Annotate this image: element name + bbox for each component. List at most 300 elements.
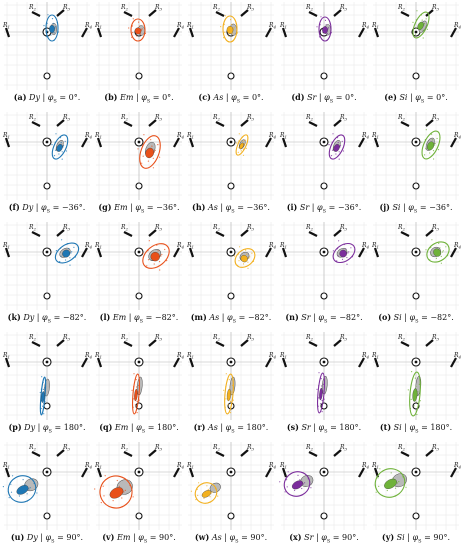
estimate-point (323, 35, 324, 36)
estimate-point (338, 142, 339, 143)
species-label: Si (399, 93, 408, 102)
source-icon (136, 293, 142, 299)
reflector-2 (401, 452, 409, 456)
estimate-point (203, 498, 204, 499)
angle-value: −82°. (430, 313, 454, 322)
estimate-point (411, 371, 412, 372)
angle-value: 0°. (68, 93, 81, 102)
source-icon (321, 513, 327, 519)
reflector-label-1: $R_1$ (95, 462, 103, 470)
reflector-label-3: $R_3$ (247, 4, 255, 12)
estimate-point (159, 261, 160, 262)
estimate-point (301, 488, 302, 489)
reflector-4 (266, 248, 271, 257)
reflector-label-4: $R_4$ (454, 22, 461, 30)
subfigure-panel (2, 440, 92, 550)
phi-symbol: φ (318, 313, 324, 322)
panel-tag: (y) (381, 532, 395, 542)
reflector-label-4: $R_4$ (362, 242, 369, 250)
room-plot (186, 110, 276, 202)
estimate-point (119, 486, 120, 487)
phi-symbol: φ (412, 533, 419, 542)
source-icon (228, 513, 234, 519)
reflector-2 (216, 452, 224, 456)
estimate-point (51, 144, 52, 145)
estimate-point (310, 487, 311, 488)
estimate-point (149, 240, 150, 241)
estimate-point (436, 258, 437, 259)
subfigure-panel (94, 220, 184, 330)
reflector-label-2: $R_2$ (306, 444, 314, 452)
estimate-point (339, 159, 340, 160)
phi-symbol: φ (42, 313, 48, 322)
estimate-point (398, 481, 399, 482)
estimate-point (69, 257, 70, 258)
subfigure-panel (279, 330, 369, 440)
estimate-core (319, 388, 323, 400)
estimate-point (40, 392, 41, 393)
species-label: As (208, 423, 218, 432)
room-plot (279, 440, 369, 532)
estimate-point (328, 144, 329, 145)
estimate-point (379, 468, 380, 469)
angle-value: 180°. (430, 423, 453, 432)
phi-symbol: φ (42, 423, 49, 432)
estimate-point (417, 391, 418, 392)
microphone-array-center (46, 141, 49, 144)
estimate-point (10, 484, 11, 485)
estimate-point (328, 27, 329, 28)
reflector-4 (82, 138, 87, 147)
subfigure-panel (2, 0, 92, 110)
panel-tag: (j) (379, 202, 390, 212)
estimate-point (41, 376, 42, 377)
estimate-point (238, 152, 239, 153)
estimate-point (43, 389, 44, 390)
panel-caption: (y) Si | $\varphi_S = 90^\circ$. (381, 532, 451, 545)
angle-value: −82°. (339, 313, 363, 322)
estimate-point (438, 149, 439, 150)
reflector-label-4: $R_4$ (454, 352, 461, 360)
estimate-point (224, 32, 225, 33)
phi-symbol: φ (231, 93, 237, 102)
estimate-point (342, 259, 343, 260)
estimate-point (56, 250, 57, 251)
estimate-point (247, 262, 248, 263)
estimate-point (391, 472, 392, 473)
estimate-core (135, 28, 141, 35)
phi-symbol: φ (41, 203, 47, 212)
reflector-label-3: $R_3$ (432, 334, 440, 342)
estimate-point (53, 23, 54, 24)
room-plot (186, 0, 276, 92)
room-plot (94, 440, 184, 532)
estimate-point (65, 259, 66, 260)
angle-value: −82°. (62, 313, 87, 322)
estimate-point (153, 167, 154, 168)
reflector-4 (174, 138, 179, 147)
estimate-point (66, 150, 67, 151)
reflector-4 (451, 468, 456, 477)
estimate-point (316, 26, 317, 27)
panel-tag: (v) (102, 532, 115, 542)
estimate-point (133, 398, 134, 399)
reflector-label-2: $R_2$ (29, 114, 37, 122)
estimate-point (411, 399, 412, 400)
panel-caption: (i) Sr | $\varphi_S = -36^\circ$. (286, 202, 362, 215)
estimate-point (234, 255, 235, 256)
estimate-point (223, 390, 224, 391)
room-plot (94, 330, 184, 422)
reflector-label-3: $R_3$ (63, 114, 71, 122)
reflector-label-1: $R_1$ (3, 22, 11, 30)
source-icon (413, 293, 419, 299)
room-plot (2, 110, 92, 202)
estimate-point (320, 31, 321, 32)
room-plot (2, 330, 92, 422)
estimate-point (136, 35, 137, 36)
room-plot (279, 0, 369, 92)
estimate-point (429, 152, 430, 153)
estimate-point (55, 150, 56, 151)
estimate-point (245, 250, 246, 251)
microphone-array-center (138, 471, 141, 474)
estimate-point (101, 502, 102, 503)
reflector-label-1: $R_1$ (372, 22, 380, 30)
source-icon (228, 293, 234, 299)
estimate-point (247, 268, 248, 269)
species-label: Dy (29, 93, 40, 102)
estimate-point (65, 141, 66, 142)
estimate-point (27, 493, 28, 494)
reflector-label-2: $R_2$ (398, 334, 406, 342)
estimate-point (320, 16, 321, 17)
estimate-point (23, 479, 24, 480)
source-icon (44, 403, 50, 409)
room-plot (94, 110, 184, 202)
estimate-point (347, 252, 348, 253)
estimate-point (339, 151, 340, 152)
room-plot (371, 440, 461, 532)
estimate-point (438, 243, 439, 244)
species-label: Sr (304, 533, 314, 542)
panel-tag: (r) (193, 422, 206, 432)
reflector-4 (266, 138, 271, 147)
reflector-label-3: $R_3$ (340, 224, 348, 232)
species-label: As (209, 313, 220, 322)
subfigure-panel (186, 440, 276, 550)
estimate-point (121, 497, 122, 498)
estimate-point (197, 495, 198, 496)
reflector-2 (32, 122, 40, 126)
estimate-point (445, 246, 446, 247)
species-label: Dy (22, 203, 34, 212)
estimate-point (241, 150, 242, 151)
microphone-array-center (46, 471, 49, 474)
estimate-point (30, 487, 31, 488)
reflector-label-4: $R_4$ (177, 22, 184, 30)
estimate-point (164, 249, 165, 250)
panel-caption: (p) Dy | $\varphi_S = 180^\circ$. (8, 422, 86, 435)
source-icon (136, 73, 142, 79)
panel-caption: (h) As | $\varphi_S = -36^\circ$. (192, 202, 270, 215)
estimate-point (52, 18, 53, 19)
panel-caption: (a) Dy | $\varphi_S = 0^\circ$. (13, 92, 81, 105)
estimate-point (346, 264, 347, 265)
estimate-point (414, 405, 415, 406)
reflector-label-2: $R_2$ (121, 444, 129, 452)
species-label: Em (112, 313, 127, 322)
panel-caption: (f) Dy | $\varphi_S = -36^\circ$. (8, 202, 86, 215)
estimate-point (322, 400, 323, 401)
reflector-2 (309, 12, 317, 16)
reflector-4 (359, 138, 364, 147)
estimate-point (433, 158, 434, 159)
panel-caption: (n) Sr | $\varphi_S = -82^\circ$. (285, 312, 363, 325)
reflector-4 (266, 468, 271, 477)
estimate-point (225, 15, 226, 16)
estimate-point (320, 403, 321, 404)
reflector-label-3: $R_3$ (247, 114, 255, 122)
panel-tag: (q) (99, 422, 113, 432)
estimate-point (318, 372, 319, 373)
estimate-point (198, 482, 199, 483)
panel-caption: (j) Si | $\varphi_S = -36^\circ$. (379, 202, 453, 215)
estimate-point (212, 491, 213, 492)
angle-value: 180°. (156, 423, 179, 432)
reflector-label-3: $R_3$ (155, 224, 163, 232)
estimate-point (427, 29, 428, 30)
estimate-point (220, 26, 221, 27)
estimate-point (416, 10, 417, 11)
estimate-point (36, 492, 37, 493)
reflector-4 (451, 248, 456, 257)
reflector-label-4: $R_4$ (85, 242, 92, 250)
reflector-2 (124, 342, 132, 346)
reflector-label-2: $R_2$ (306, 334, 314, 342)
species-label: As (213, 93, 224, 102)
estimate-point (322, 411, 323, 412)
subfigure-panel (186, 0, 276, 110)
estimate-point (158, 250, 159, 251)
estimate-point (304, 482, 305, 483)
estimate-point (345, 248, 346, 249)
angle-value: 180°. (246, 423, 269, 432)
reflector-label-1: $R_1$ (3, 462, 11, 470)
estimate-point (69, 265, 70, 266)
room-plot (279, 330, 369, 422)
reflector-label-1: $R_1$ (372, 132, 380, 140)
room-plot (371, 110, 461, 202)
room-plot (279, 220, 369, 312)
estimate-core (227, 389, 232, 401)
estimate-point (160, 255, 161, 256)
reflector-2 (309, 452, 317, 456)
estimate-point (133, 18, 134, 19)
source-icon (413, 513, 419, 519)
panel-caption: (k) Dy | $\varphi_S = -82^\circ$. (7, 312, 87, 325)
reflector-2 (216, 342, 224, 346)
estimate-point (9, 497, 10, 498)
phi-symbol: φ (225, 423, 232, 432)
estimate-point (431, 254, 432, 255)
reflector-label-1: $R_1$ (187, 462, 195, 470)
phi-symbol: φ (138, 533, 144, 542)
estimate-point (159, 157, 160, 158)
phi-symbol: φ (316, 203, 323, 212)
subfigure-panel (186, 110, 276, 220)
estimate-point (143, 134, 144, 135)
estimate-point (55, 26, 56, 27)
phi-symbol: φ (226, 313, 233, 322)
reflector-label-4: $R_4$ (454, 132, 461, 140)
panel-caption: (e) Si | $\varphi_S = 0^\circ$. (384, 92, 448, 105)
reflector-4 (359, 248, 364, 257)
room-plot (371, 330, 461, 422)
estimate-point (103, 486, 104, 487)
estimate-point (154, 263, 155, 264)
microphone-array-center (230, 471, 233, 474)
subfigure-panel (371, 0, 461, 110)
estimate-point (337, 255, 338, 256)
reflector-2 (309, 342, 317, 346)
panel-tag: (e) (384, 92, 397, 102)
reflector-4 (82, 248, 87, 257)
source-icon (44, 183, 50, 189)
source-icon (321, 183, 327, 189)
reflector-label-4: $R_4$ (454, 242, 461, 250)
estimate-point (191, 491, 192, 492)
reflector-label-1: $R_1$ (187, 22, 195, 30)
estimate-point (43, 25, 44, 26)
species-label: Em (114, 423, 129, 432)
estimate-point (153, 158, 154, 159)
angle-value: −36°. (337, 203, 362, 212)
source-icon (44, 73, 50, 79)
reflector-label-4: $R_4$ (177, 352, 184, 360)
species-label: Sr (307, 93, 317, 102)
source-icon (44, 293, 50, 299)
estimate-point (229, 386, 230, 387)
estimate-point (335, 153, 336, 154)
species-label: Si (392, 203, 401, 212)
estimate-point (439, 247, 440, 248)
estimate-point (225, 398, 226, 399)
reflector-label-2: $R_2$ (306, 4, 314, 12)
estimate-point (238, 260, 239, 261)
angle-value: −82°. (247, 313, 272, 322)
microphone-array-center (138, 251, 141, 254)
species-label: Dy (26, 533, 38, 542)
estimate-point (209, 496, 210, 497)
estimate-point (442, 251, 443, 252)
reflector-label-2: $R_2$ (29, 334, 37, 342)
microphone-array-center (138, 361, 141, 364)
room-plot (371, 0, 461, 92)
estimate-point (377, 477, 378, 478)
reflector-label-3: $R_3$ (340, 114, 348, 122)
room-plot (2, 220, 92, 312)
estimate-point (346, 257, 347, 258)
microphone-array-center (415, 471, 418, 474)
reflector-2 (32, 342, 40, 346)
estimate-point (378, 486, 379, 487)
reflector-label-1: $R_1$ (280, 352, 288, 360)
estimate-point (405, 487, 406, 488)
estimate-point (61, 239, 62, 240)
panel-tag: (c) (198, 92, 211, 102)
panel-tag: (b) (104, 92, 118, 102)
estimate-point (73, 247, 74, 248)
estimate-point (50, 34, 51, 35)
reflector-4 (359, 468, 364, 477)
estimate-point (408, 389, 409, 390)
reflector-2 (216, 232, 224, 236)
reflector-label-2: $R_2$ (306, 224, 314, 232)
estimate-point (228, 404, 229, 405)
reflector-label-3: $R_3$ (247, 444, 255, 452)
panel-caption: (r) As | $\varphi_S = 180^\circ$. (193, 422, 269, 435)
reflector-label-1: $R_1$ (280, 462, 288, 470)
reflector-2 (401, 232, 409, 236)
estimate-point (105, 475, 106, 476)
microphone-array-center (230, 251, 233, 254)
estimate-point (239, 133, 240, 134)
panel-tag: (u) (10, 532, 25, 542)
estimate-point (228, 35, 229, 36)
reflector-label-3: $R_3$ (155, 444, 163, 452)
panel-caption: (u) Dy | $\varphi_S = 90^\circ$. (10, 532, 84, 545)
estimate-point (443, 250, 444, 251)
reflector-2 (124, 452, 132, 456)
estimate-point (3, 486, 4, 487)
panel-tag: (o) (378, 312, 392, 322)
angle-value: 0°. (345, 93, 357, 102)
estimate-point (424, 23, 425, 24)
estimate-point (288, 471, 289, 472)
estimate-point (230, 19, 231, 20)
estimate-point (245, 140, 246, 141)
reflector-label-2: $R_2$ (213, 224, 221, 232)
estimate-point (338, 240, 339, 241)
microphone-array-center (323, 251, 326, 254)
estimate-point (415, 34, 416, 35)
estimate-point (133, 496, 134, 497)
estimate-point (123, 491, 124, 492)
angle-value: −36°. (156, 203, 180, 212)
reflector-label-3: $R_3$ (247, 334, 255, 342)
reflector-label-4: $R_4$ (454, 462, 461, 470)
reflector-label-1: $R_1$ (372, 352, 380, 360)
estimate-point (234, 27, 235, 28)
estimate-point (326, 24, 327, 25)
panel-tag: (k) (7, 312, 21, 322)
reflector-label-3: $R_3$ (340, 4, 348, 12)
estimate-point (397, 482, 398, 483)
subfigure-panel (186, 330, 276, 440)
angle-value: 90°. (66, 533, 84, 542)
reflector-2 (124, 232, 132, 236)
reflector-2 (401, 122, 409, 126)
phi-symbol: φ (47, 93, 54, 102)
microphone-array-center (415, 251, 418, 254)
estimate-point (246, 148, 247, 149)
panel-tag: (m) (190, 312, 207, 322)
reflector-4 (451, 358, 456, 367)
estimate-point (47, 14, 48, 15)
reflector-label-3: $R_3$ (155, 334, 163, 342)
subfigure-panel (279, 440, 369, 550)
